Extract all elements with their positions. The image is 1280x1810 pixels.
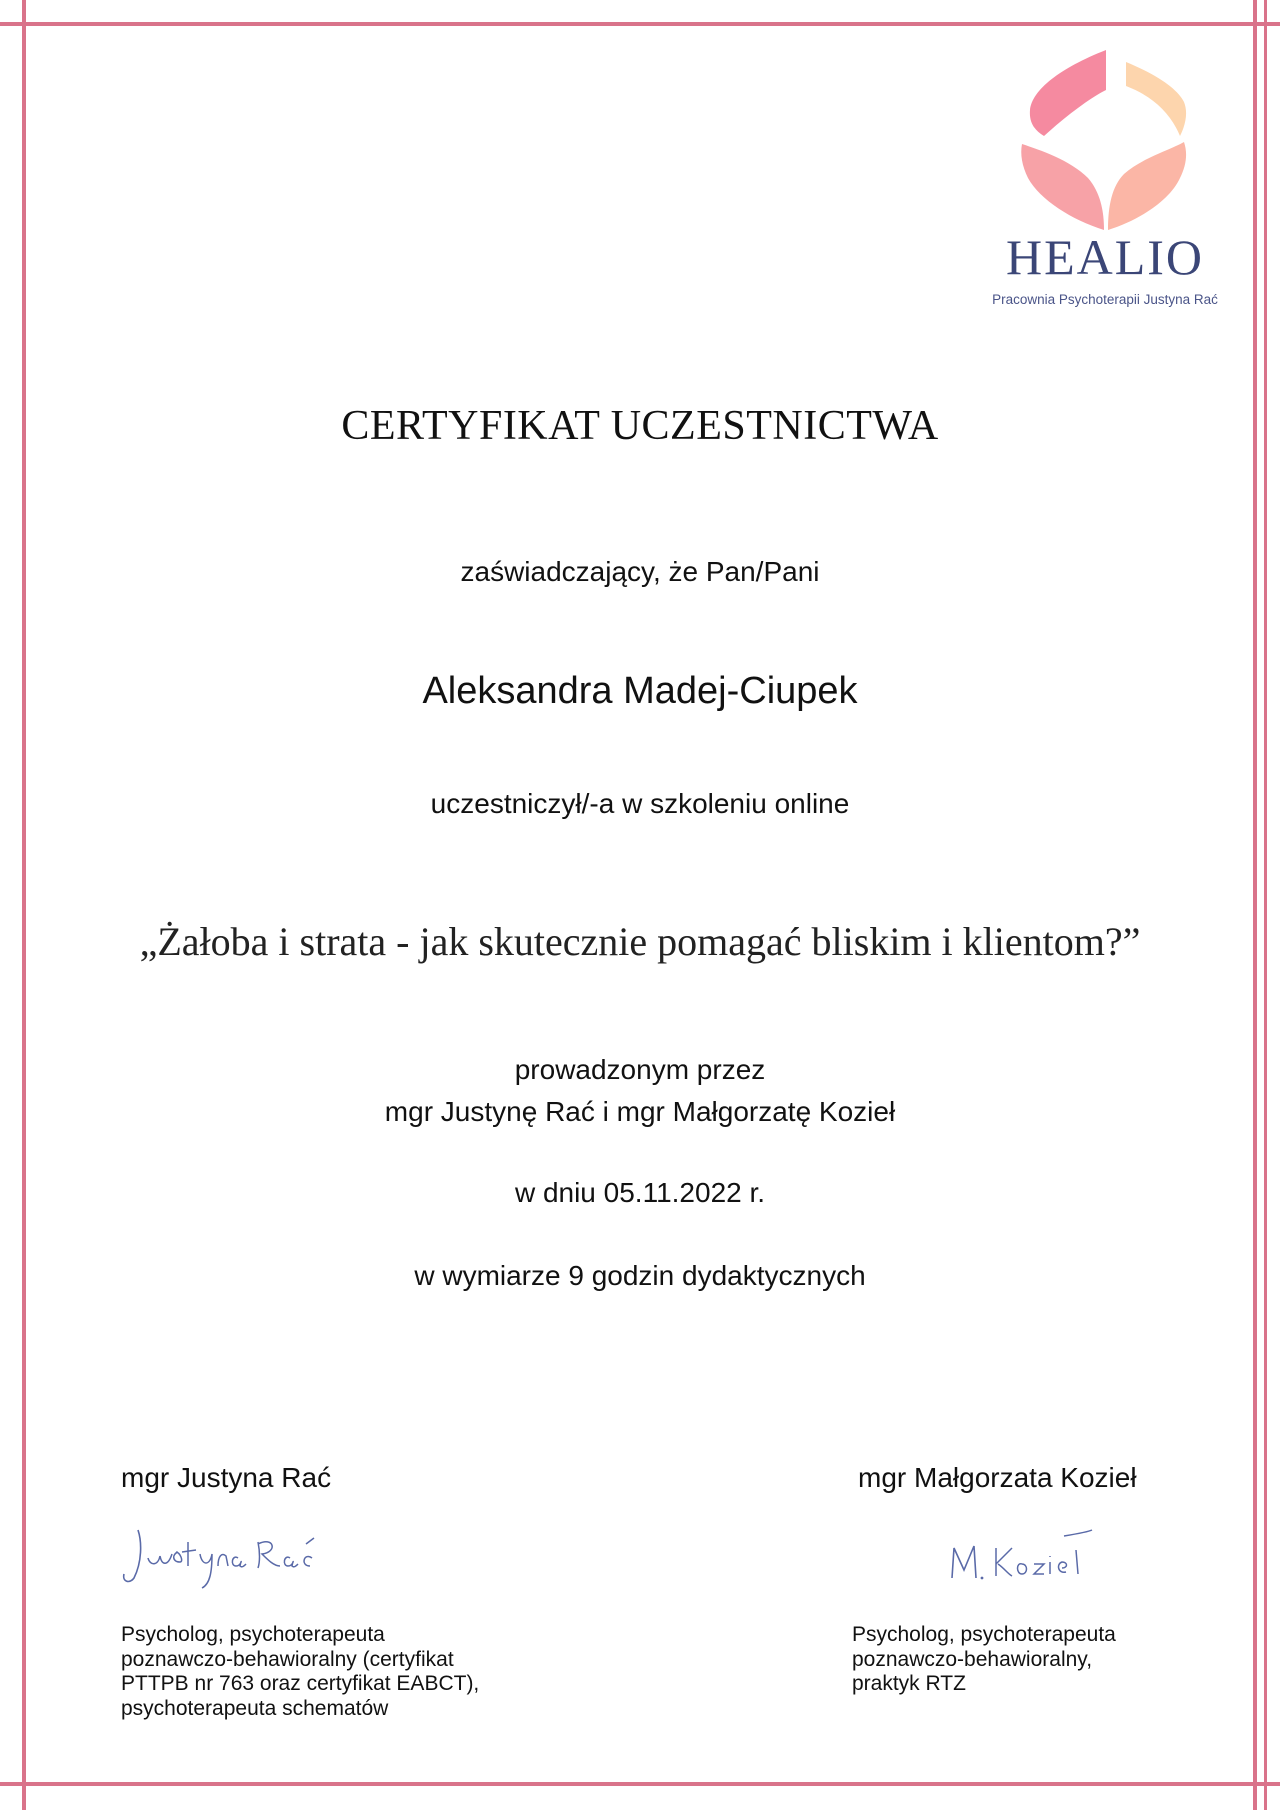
brand-subtitle: Pracownia Psychoterapii Justyna Rać xyxy=(992,292,1218,307)
logo-petal-top-left xyxy=(1030,50,1106,136)
border-top xyxy=(0,22,1280,26)
description-line: praktyk RTZ xyxy=(852,1672,966,1696)
border-bottom xyxy=(0,1782,1280,1786)
signatory-name: mgr Małgorzata Kozieł xyxy=(858,1462,1137,1493)
description-line: poznawczo-behawioralny, xyxy=(852,1647,1093,1671)
signatory-right-description xyxy=(852,1623,1116,1697)
description-line: Psycholog, psychoterapeuta xyxy=(852,1623,1116,1646)
date-line: w dniu 05.11.2022 r. xyxy=(514,1177,766,1208)
border-left xyxy=(22,0,26,1810)
hours-line: w wymiarze 9 godzin dydaktycznych xyxy=(414,1260,866,1291)
description-line: PTTPB nr 763 oraz certyfikat EABCT), xyxy=(121,1672,480,1696)
participated-line: uczestniczył/-a w szkoleniu online xyxy=(430,788,850,819)
signatory-left xyxy=(121,1462,331,1494)
logo-petal-bottom-right xyxy=(1108,142,1186,230)
certificate-title: CERTYFIKAT UCZESTNICTWA xyxy=(341,403,939,449)
attest-line: zaświadczający, że Pan/Pani xyxy=(460,556,820,587)
description-line: Psycholog, psychoterapeuta xyxy=(121,1623,385,1646)
logo-petal-bottom-left xyxy=(1021,144,1104,230)
signature-justyna-rac xyxy=(118,1522,348,1592)
border-right-inner xyxy=(1253,0,1257,1810)
signatory-right xyxy=(858,1462,1137,1494)
border-right-outer xyxy=(1264,0,1267,1810)
logo-petal-top-right xyxy=(1126,62,1186,136)
healio-logo xyxy=(960,40,1250,320)
led-by-line: prowadzonym przez xyxy=(514,1054,766,1085)
participant-name: Aleksandra Madej-Ciupek xyxy=(422,670,858,712)
signatory-left-description xyxy=(121,1623,479,1721)
signatory-name: mgr Justyna Rać xyxy=(121,1462,332,1493)
course-title: „Żałoba i strata - jak skutecznie pomagać bliskim i klientom?” xyxy=(139,919,1141,964)
signature-malgorzata-koziel xyxy=(944,1524,1094,1588)
trainers-line: mgr Justynę Rać i mgr Małgorzatę Kozieł xyxy=(384,1096,896,1127)
description-line: poznawczo-behawioralny (certyfikat xyxy=(121,1647,454,1671)
description-line: psychoterapeuta schematów xyxy=(121,1696,389,1720)
healio-flower-icon xyxy=(1020,50,1190,230)
brand-name: HEALIO xyxy=(1005,229,1205,285)
